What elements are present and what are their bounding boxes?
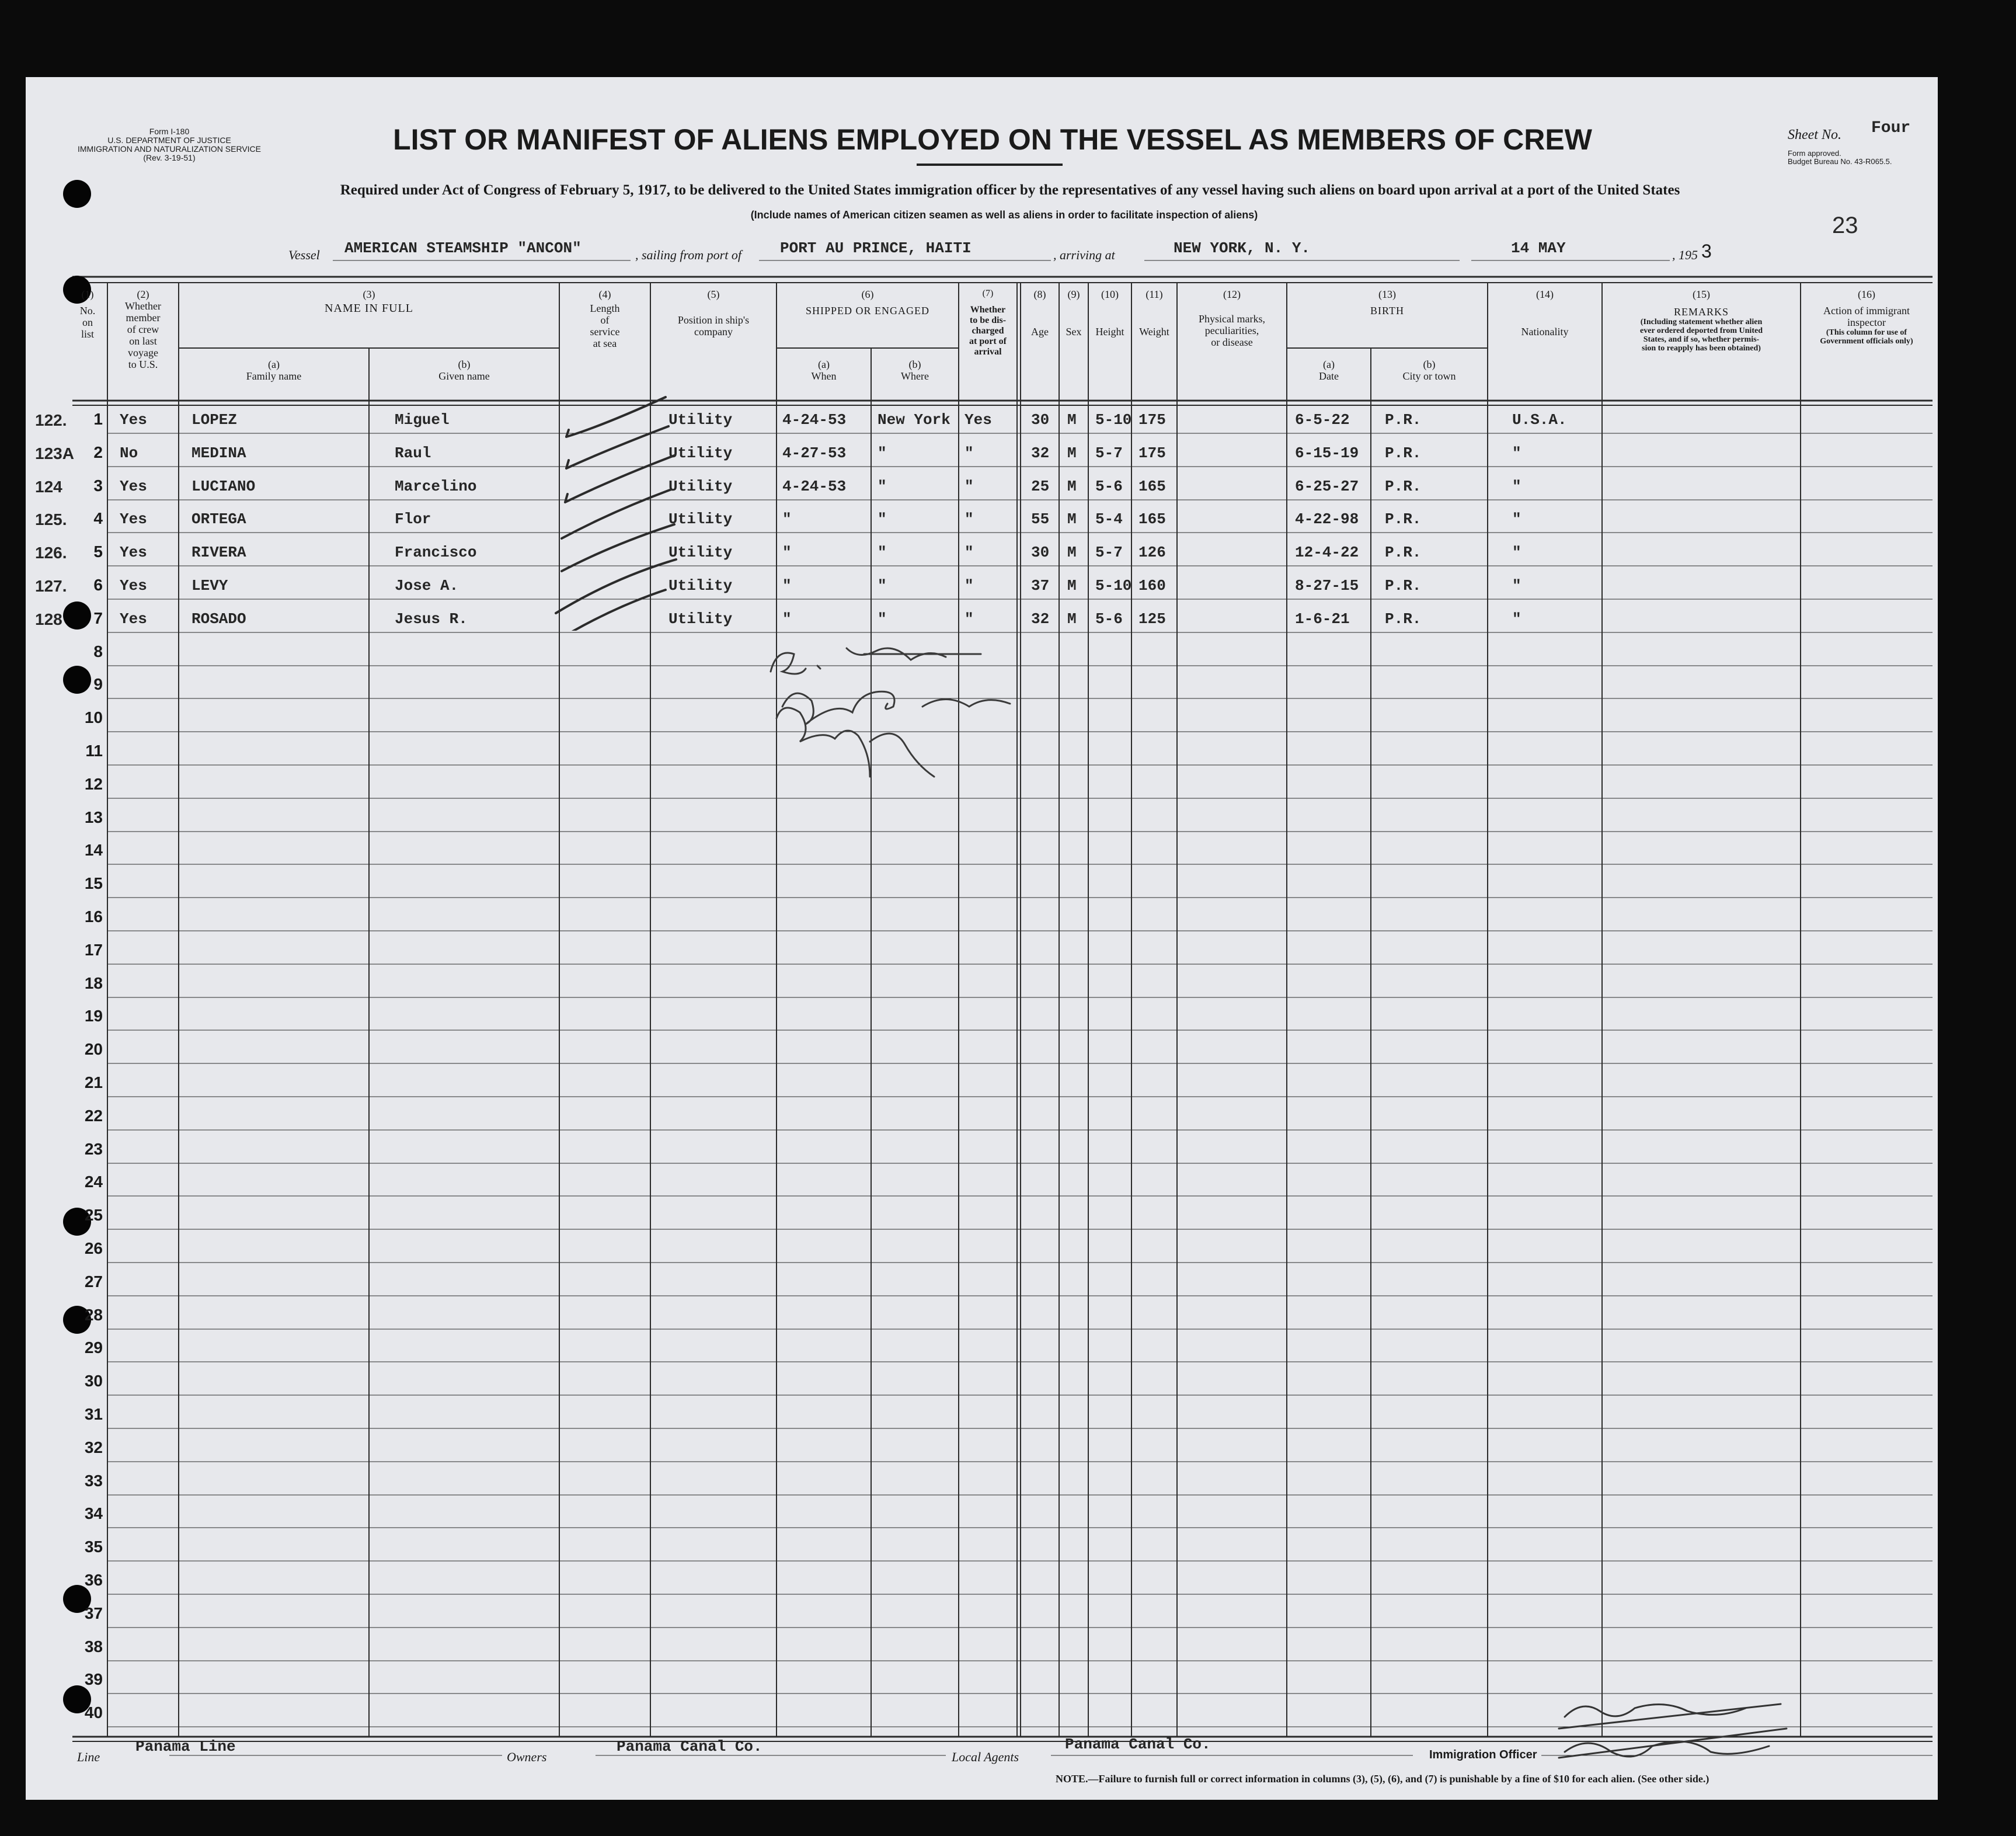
shipped-when: " [782, 510, 792, 528]
birth-date: 12-4-22 [1295, 544, 1359, 561]
col12-header: (12) Physical marks, peculiarities, or disease [1199, 288, 1265, 348]
line-number: 15 [84, 874, 103, 892]
shipped-where: " [878, 510, 887, 528]
col10-header: (10) Height [1095, 288, 1124, 338]
family-name: RIVERA [191, 544, 246, 561]
check-mark [566, 397, 666, 437]
shipped-where: " [878, 544, 887, 561]
line-number: 10 [84, 708, 103, 726]
form-subtitle: Required under Act of Congress of February 5, 1917, to be delivered to the United States immigration officer by the representatives of any vessel having such aliens on board upon arrival at a port of the United States [340, 182, 1680, 198]
line-number: 35 [84, 1538, 103, 1556]
line-number: 26 [84, 1239, 103, 1257]
discharged-at-arrival: " [965, 478, 974, 495]
crew-last-voyage: Yes [120, 577, 147, 594]
birth-date: 4-22-98 [1295, 510, 1359, 528]
discharged-at-arrival: " [965, 544, 974, 561]
owners-value: Panama Canal Co. [617, 1738, 762, 1755]
weight: 125 [1138, 610, 1166, 628]
position: Utility [668, 478, 733, 495]
nationality: " [1512, 478, 1521, 495]
given-name: Francisco [395, 544, 477, 561]
shipped-where: " [878, 444, 887, 462]
birth-city: P.R. [1385, 510, 1422, 528]
line-number: 25 [84, 1206, 103, 1224]
line-number: 23 [84, 1140, 103, 1158]
col13-header: (13) BIRTH [1370, 288, 1404, 317]
signature-1 [771, 648, 946, 674]
line-number: 17 [84, 941, 103, 959]
given-name: Raul [395, 444, 431, 462]
line-number: 34 [84, 1504, 103, 1522]
line-label: Line [77, 1750, 100, 1764]
birth-city: P.R. [1385, 411, 1422, 429]
family-name: MEDINA [191, 444, 246, 462]
position: Utility [668, 610, 733, 628]
line-number: 30 [84, 1372, 103, 1390]
discharged-at-arrival: Yes [965, 411, 992, 429]
line-number: 8 [93, 642, 103, 660]
shipped-when: 4-24-53 [782, 478, 847, 495]
family-name: LEVY [191, 577, 228, 594]
line-number: 20 [84, 1040, 103, 1058]
line-number: 40 [84, 1703, 103, 1722]
crew-last-voyage: Yes [120, 510, 147, 528]
signature-3 [777, 708, 934, 777]
sex: M [1067, 544, 1077, 561]
col15-header: (15) REMARKS (Including statement whether alien ever ordered deported from United States, and if so, whether permis- sion to reapply has been obtained) [1640, 288, 1763, 353]
check-mark [562, 524, 674, 571]
form-number: Form I-180 [149, 127, 190, 136]
service-name: IMMIGRATION AND NATURALIZATION SERVICE [78, 144, 261, 154]
line-number: 5 [93, 543, 103, 561]
sex: M [1067, 444, 1077, 462]
nationality: " [1512, 577, 1521, 594]
line-number: 24 [84, 1173, 103, 1191]
line-number: 32 [84, 1438, 103, 1456]
officer-label: Immigration Officer [1429, 1748, 1537, 1761]
given-name: Jesus R. [395, 610, 468, 628]
nationality: " [1512, 544, 1521, 561]
sheet-label: Sheet No. [1788, 127, 1841, 142]
col4-header: (4) Length of service at sea [590, 288, 620, 349]
check-mark [562, 590, 666, 631]
discharged-at-arrival: " [965, 444, 974, 462]
sex: M [1067, 577, 1077, 594]
col3b-header: (b) Given name [438, 359, 490, 382]
weight: 175 [1138, 444, 1166, 462]
line-number: 37 [84, 1604, 103, 1622]
shipped-where: " [878, 478, 887, 495]
family-name: ROSADO [191, 610, 246, 628]
shipped-when: 4-24-53 [782, 411, 847, 429]
age: 30 [1031, 411, 1050, 429]
age: 32 [1031, 444, 1050, 462]
discharged-at-arrival: " [965, 610, 974, 628]
shipped-when: 4-27-53 [782, 444, 847, 462]
col1-header: (1) No. on list [79, 288, 96, 340]
line-number: 13 [84, 808, 103, 826]
col2-header: (2) Whether member of crew on last voyage to U.S. [125, 288, 161, 370]
given-name: Marcelino [395, 478, 477, 495]
agency-block [70, 127, 269, 162]
sex: M [1067, 510, 1077, 528]
weight: 165 [1138, 510, 1166, 528]
birth-date: 1-6-21 [1295, 610, 1350, 628]
age: 30 [1031, 544, 1050, 561]
crew-last-voyage: Yes [120, 610, 147, 628]
line-number: 6 [93, 576, 103, 594]
weight: 160 [1138, 577, 1166, 594]
height: 5-6 [1095, 610, 1123, 628]
shipped-where: New York [878, 411, 950, 429]
handwritten-list-number: 123A [35, 444, 74, 463]
page-title: LIST OR MANIFEST OF ALIENS EMPLOYED ON THE VESSEL AS MEMBERS OF CREW [393, 123, 1592, 156]
shipped-where: " [878, 610, 887, 628]
line-number: 38 [84, 1637, 103, 1656]
family-name: LOPEZ [191, 411, 238, 429]
line-number: 36 [84, 1571, 103, 1589]
birth-date: 6-5-22 [1295, 411, 1350, 429]
col13b-header: (b) City or town [1402, 359, 1456, 382]
departure-port: PORT AU PRINCE, HAITI [780, 239, 972, 257]
budget-approval: Form approved. Budget Bureau No. 43-R065.5. [1788, 149, 1892, 166]
col5-header: (5) Position in ship's company [677, 288, 750, 338]
stamp-number: 23 [1832, 213, 1858, 238]
height: 5-10 [1095, 411, 1132, 429]
height: 5-7 [1095, 444, 1123, 462]
given-name: Flor [395, 510, 431, 528]
position: Utility [668, 444, 733, 462]
age: 25 [1031, 478, 1050, 495]
birth-city: P.R. [1385, 577, 1422, 594]
age: 32 [1031, 610, 1050, 628]
agents-value: Panama Canal Co. [1065, 1736, 1211, 1753]
line-number: 39 [84, 1670, 103, 1688]
weight: 126 [1138, 544, 1166, 561]
form-note: (Include names of American citizen seamen as well as aliens in order to facilitate inspection of aliens) [750, 209, 1258, 221]
shipped-where: " [878, 577, 887, 594]
crew-last-voyage: Yes [120, 544, 147, 561]
vessel-label: Vessel [288, 248, 320, 262]
nationality: U.S.A. [1512, 411, 1567, 429]
arrival-port: NEW YORK, N. Y. [1174, 239, 1311, 257]
nationality: " [1512, 610, 1521, 628]
line-number: 18 [84, 974, 103, 992]
col6-header: (6) SHIPPED OR ENGAGED [805, 288, 929, 317]
family-name: ORTEGA [191, 510, 246, 528]
agents-label: Local Agents [952, 1750, 1019, 1764]
weight: 165 [1138, 478, 1166, 495]
col6b-header: (b) Where [901, 359, 929, 382]
crew-last-voyage: Yes [120, 478, 147, 495]
check-mark [556, 559, 676, 613]
line-number: 3 [93, 477, 103, 495]
line-number: 27 [84, 1272, 103, 1291]
punch-hole [63, 180, 91, 208]
position: Utility [668, 544, 733, 561]
line-number: 22 [84, 1107, 103, 1125]
birth-date: 6-15-19 [1295, 444, 1359, 462]
col16-header: (16) Action of immigrant inspector (This column for use of Government officials only) [1820, 288, 1913, 346]
line-number: 7 [93, 609, 103, 627]
col3-header: (3) NAME IN FULL [325, 288, 413, 315]
sheet-number: Four [1871, 119, 1911, 137]
line-number: 31 [84, 1405, 103, 1423]
col3a-header: (a) Family name [246, 359, 302, 382]
signature-2 [782, 691, 1010, 724]
position: Utility [668, 411, 733, 429]
height: 5-10 [1095, 577, 1132, 594]
crew-last-voyage: No [120, 444, 138, 462]
shipped-when: " [782, 544, 792, 561]
family-name: LUCIANO [191, 478, 256, 495]
line-number: 4 [93, 509, 103, 527]
given-name: Miguel [395, 411, 450, 429]
shipped-when: " [782, 577, 792, 594]
signature-block [759, 637, 1039, 788]
col11-header: (11) Weight [1139, 288, 1169, 338]
arriving-label: , arriving at [1053, 248, 1115, 262]
col14-header: (14) Nationality [1521, 288, 1569, 338]
birth-date: 8-27-15 [1295, 577, 1359, 594]
department-name: U.S. DEPARTMENT OF JUSTICE [107, 135, 231, 145]
line-number: 12 [84, 775, 103, 793]
line-number: 19 [84, 1007, 103, 1025]
birth-city: P.R. [1385, 544, 1422, 561]
line-value: Panama Line [135, 1738, 236, 1755]
line-number: 1 [93, 410, 103, 428]
line-number: 33 [84, 1472, 103, 1490]
line-number: 14 [84, 841, 103, 859]
line-number: 21 [84, 1073, 103, 1091]
nationality: " [1512, 510, 1521, 528]
title-underline [917, 164, 1063, 166]
year-digit: 3 [1701, 241, 1712, 262]
given-name: Jose A. [395, 577, 459, 594]
birth-city: P.R. [1385, 444, 1422, 462]
handwritten-list-number: 128 [35, 610, 62, 628]
col7-header: (7) Whether to be dis- charged at port of arrival [969, 288, 1007, 357]
birth-city: P.R. [1385, 610, 1422, 628]
col8-header: (8) Age [1031, 288, 1049, 338]
position: Utility [668, 510, 733, 528]
line-number: 2 [93, 443, 103, 461]
service-checkmarks [549, 385, 689, 631]
vessel-name: AMERICAN STEAMSHIP "ANCON" [344, 239, 582, 257]
col13a-header: (a) Date [1319, 359, 1339, 382]
birth-date: 6-25-27 [1295, 478, 1359, 495]
discharged-at-arrival: " [965, 510, 974, 528]
position: Utility [668, 577, 733, 594]
age: 55 [1031, 510, 1050, 528]
line-number: 29 [84, 1338, 103, 1357]
sex: M [1067, 610, 1077, 628]
handwritten-list-number: 124 [35, 478, 62, 496]
height: 5-6 [1095, 478, 1123, 495]
fine-note: NOTE.—Failure to furnish full or correct information in columns (3), (5), (6), and (7) is punishable by a fine of $10 for each alien. (See other side.) [1056, 1773, 1709, 1785]
sailing-label: , sailing from port of [635, 248, 741, 262]
age: 37 [1031, 577, 1050, 594]
shipped-when: " [782, 610, 792, 628]
line-number: 28 [84, 1306, 103, 1324]
line-number: 11 [85, 742, 103, 760]
year-label: , 195 [1672, 248, 1698, 262]
discharged-at-arrival: " [965, 577, 974, 594]
line-number: 9 [93, 675, 103, 693]
weight: 175 [1138, 411, 1166, 429]
handwritten-list-number: 127. [35, 577, 67, 595]
officer-signature [1547, 1694, 1792, 1769]
handwritten-list-number: 122. [35, 411, 67, 429]
handwritten-list-number: 126. [35, 544, 67, 562]
nationality: " [1512, 444, 1521, 462]
col6a-header: (a) When [811, 359, 837, 382]
birth-city: P.R. [1385, 478, 1422, 495]
sex: M [1067, 478, 1077, 495]
arrival-date: 14 MAY [1511, 239, 1566, 257]
col9-header: (9) Sex [1066, 288, 1082, 338]
handwritten-list-number: 125. [35, 510, 67, 528]
height: 5-4 [1095, 510, 1123, 528]
sex: M [1067, 411, 1077, 429]
height: 5-7 [1095, 544, 1123, 561]
line-number: 16 [84, 907, 103, 926]
crew-last-voyage: Yes [120, 411, 147, 429]
form-revision: (Rev. 3-19-51) [143, 153, 196, 162]
owners-label: Owners [507, 1750, 547, 1764]
